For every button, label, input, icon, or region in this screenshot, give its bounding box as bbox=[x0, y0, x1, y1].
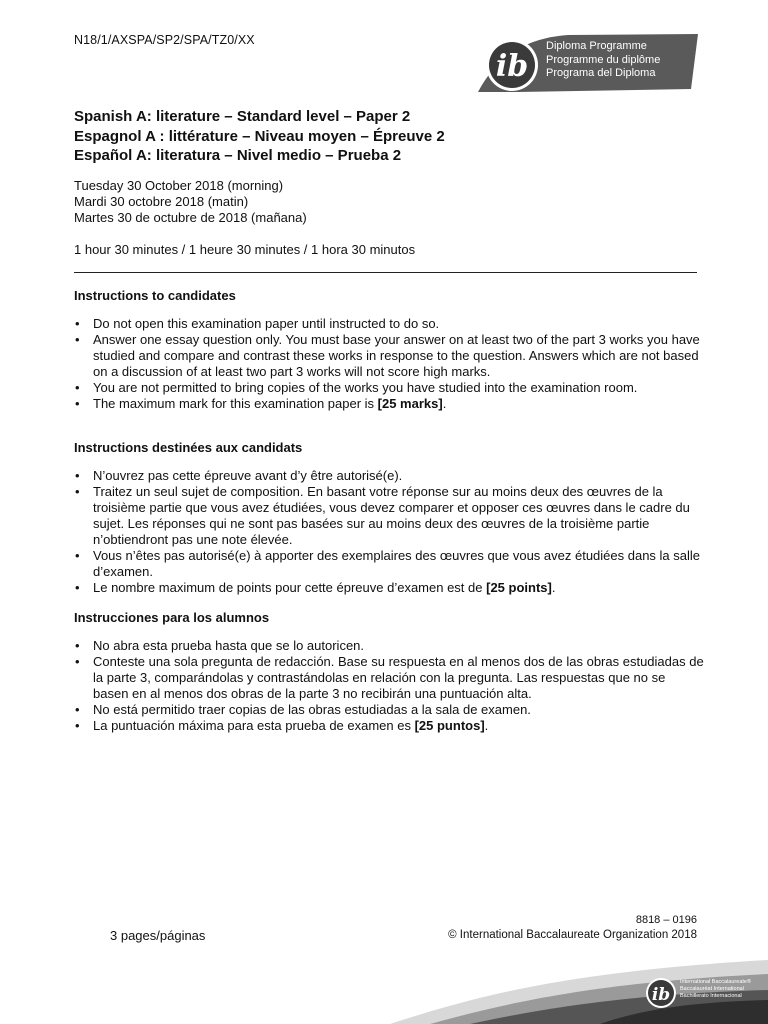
instruction-item: • Answer one essay question only. You must base your answer on at least two of the part 3 works you have studied and compare and contrast these works in response to the question. Answers which are not based on a discussion of at least two part 3 works will not score high marks. bbox=[75, 332, 700, 379]
paper-code: 8818 – 0196 bbox=[635, 914, 697, 926]
programme-line: Programme du diplôme bbox=[546, 53, 661, 66]
date-english: Tuesday 30 October 2018 (morning) bbox=[74, 178, 284, 193]
ib-footer-banner bbox=[0, 952, 768, 1024]
instructions-english bbox=[74, 288, 704, 412]
instruction-item: • No abra esta prueba hasta que se lo autoricen. bbox=[75, 638, 365, 653]
instruction-item: • The maximum mark for this examination paper is [25 marks]. bbox=[75, 396, 447, 411]
date-spanish: Martes 30 de octubre de 2018 (mañana) bbox=[74, 210, 307, 225]
programme-names bbox=[546, 40, 660, 81]
instruction-item: • You are not permitted to bring copies of the works you have studied into the examination room. bbox=[75, 380, 638, 395]
instruction-item: • N’ouvrez pas cette épreuve avant d’y être autorisé(e). bbox=[75, 468, 403, 483]
exam-duration: 1 hour 30 minutes / 1 heure 30 minutes / 1 hora 30 minutos bbox=[74, 242, 416, 257]
instruction-item: • Traitez un seul sujet de composition. En basant votre réponse sur au moins deux des œuvres de la troisième partie que vous avez étudiées, vous devez comparer et opposer ces œuvres dans le cadre du sujet. Les réponses qui ne sont pas basées sur au moins deux des œuvres de la troisième partie n’obtiendront pas une note élevée. bbox=[75, 484, 690, 547]
org-names: International Baccalaureate® Baccalauréat International Bachillerato Internacional bbox=[680, 979, 752, 999]
exam-dates bbox=[74, 178, 307, 226]
max-puntos: [25 puntos] bbox=[414, 718, 485, 733]
instruction-item: • Vous n’êtes pas autorisé(e) à apporter des exemplaires des œuvres que vous avez étudiées dans la salle d’examen. bbox=[75, 548, 701, 579]
copyright: © International Baccalaureate Organization 2018 bbox=[448, 929, 697, 941]
page-count: 3 pages/páginas bbox=[110, 928, 206, 943]
max-points: [25 points] bbox=[486, 580, 552, 595]
programme-line: Programa del Diploma bbox=[546, 67, 656, 79]
title-english: Spanish A: literature – Standard level – Paper 2 bbox=[74, 108, 411, 125]
paper-reference-code: N18/1/AXSPA/SP2/SPA/TZ0/XX bbox=[74, 33, 255, 47]
paper-titles bbox=[74, 107, 445, 166]
instruction-item: • No está permitido traer copias de las obras estudiadas a la sala de examen. bbox=[75, 702, 531, 717]
date-french: Mardi 30 octobre 2018 (matin) bbox=[74, 194, 249, 209]
ib-seal-icon: ib bbox=[651, 985, 671, 1005]
instruction-item: • Do not open this examination paper until instructed to do so. bbox=[75, 316, 440, 331]
section-heading: Instrucciones para los alumnos bbox=[74, 610, 270, 625]
ib-logo-icon: ib bbox=[495, 49, 529, 84]
instructions-spanish bbox=[74, 610, 704, 734]
programme-line: Diploma Programme bbox=[546, 40, 647, 52]
instruction-item: • Le nombre maximum de points pour cette épreuve d’examen est de [25 points]. bbox=[75, 580, 556, 595]
instructions-french bbox=[74, 440, 704, 596]
divider bbox=[74, 272, 697, 273]
title-spanish: Español A: literatura – Nivel medio – Prueba 2 bbox=[74, 147, 402, 164]
max-marks: [25 marks] bbox=[377, 396, 443, 411]
instruction-item: • La puntuación máxima para esta prueba de examen es [25 puntos]. bbox=[75, 718, 489, 733]
section-heading: Instructions destinées aux candidats bbox=[74, 440, 303, 455]
section-heading: Instructions to candidates bbox=[74, 288, 236, 303]
title-french: Espagnol A : littérature – Niveau moyen – Épreuve 2 bbox=[74, 127, 445, 145]
instruction-item: • Conteste una sola pregunta de redacción. Base su respuesta en al menos dos de las obras estudiadas de la parte 3, comparándolas y contrastándolas en relación con la pregunta. Las respuestas que no se basen en al menos dos obras de la parte 3 no recibirán una puntuación alta. bbox=[75, 654, 704, 701]
